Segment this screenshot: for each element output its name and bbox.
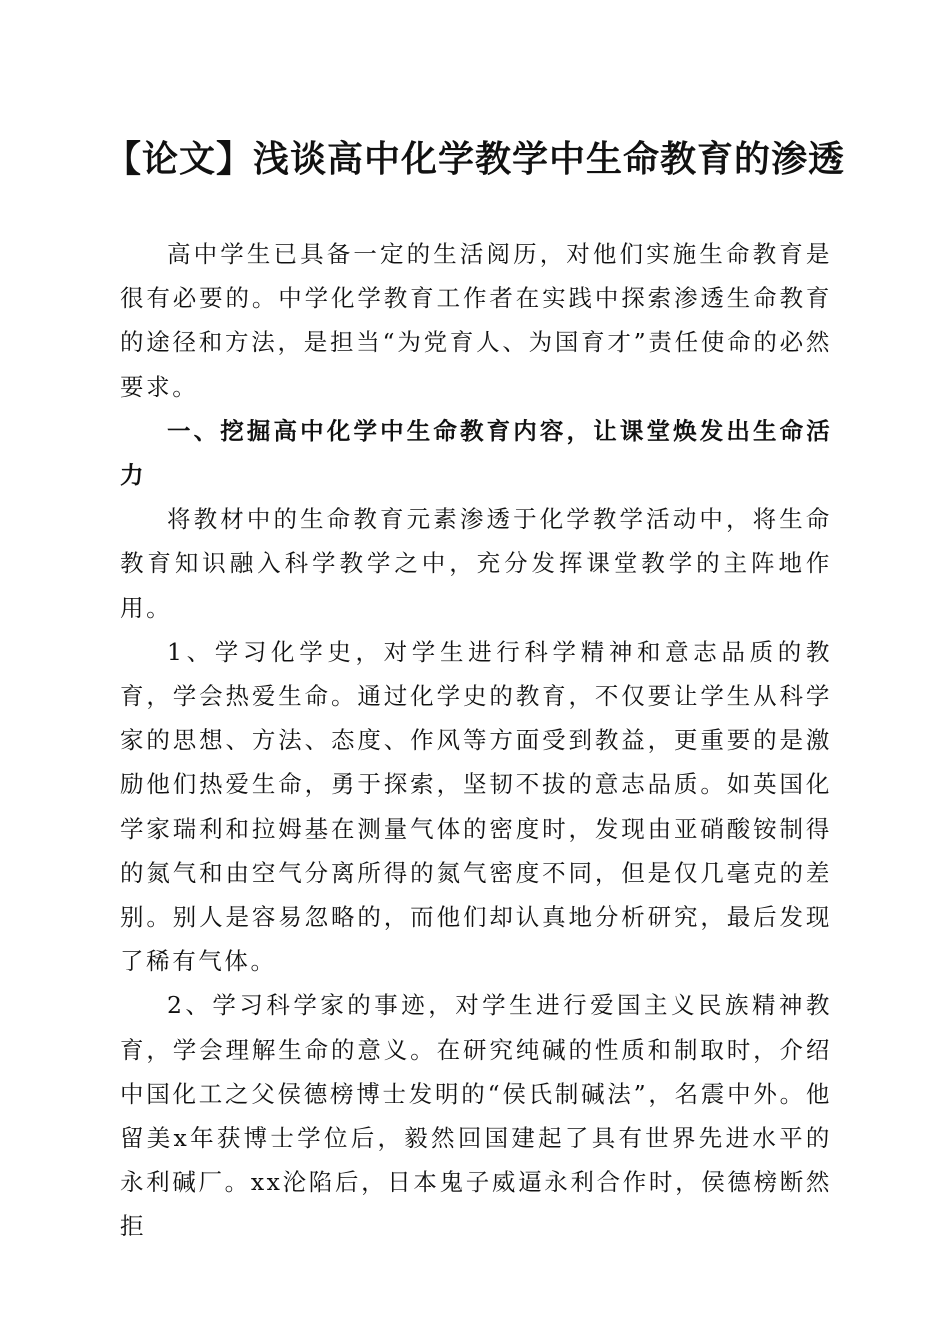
paragraph: 1、学习化学史，对学生进行科学精神和意志品质的教育，学会热爱生命。通过化学史的教育，不仅要让学生从科学家的思想、方法、态度、作风等方面受到教益，更重要的是激励他们热爱生命，勇于探索，坚韧不拔的意志品质。如英国化学家瑞利和拉姆基在测量气体的密度时，发现由亚硝酸铵制得的氮气和由空气分离所得的氮气密度不同，但是仅几毫克的差别。别人是容易忽略的，而他们却认真地分析研究，最后发现了稀有气体。 — [120, 637, 832, 976]
document-title: 【论文】浅谈高中化学教学中生命教育的渗透 — [104, 138, 845, 180]
section-heading-1: 一、挖掘高中化学中生命教育内容，让课堂焕发出生命活力 — [120, 416, 832, 490]
document-body — [120, 232, 832, 1249]
paragraph-intro: 高中学生已具备一定的生活阅历，对他们实施生命教育是很有必要的。中学化学教育工作者在实践中探索渗透生命教育的途径和方法，是担当“为党育人、为国育才”责任使命的必然要求。 — [120, 240, 832, 401]
paragraph: 将教材中的生命教育元素渗透于化学教学活动中，将生命教育知识融入科学教学之中，充分发挥课堂教学的主阵地作用。 — [120, 505, 832, 622]
paragraph: 2、学习科学家的事迹，对学生进行爱国主义民族精神教育，学会理解生命的意义。在研究纯碱的性质和制取时，介绍中国化工之父侯德榜博士发明的“侯氏制碱法”，名震中外。他留美x年获博士学位后，毅然回国建起了具有世界先进水平的永利碱厂。xx沦陷后，日本鬼子威逼永利合作时，侯德榜断然拒 — [120, 991, 832, 1241]
